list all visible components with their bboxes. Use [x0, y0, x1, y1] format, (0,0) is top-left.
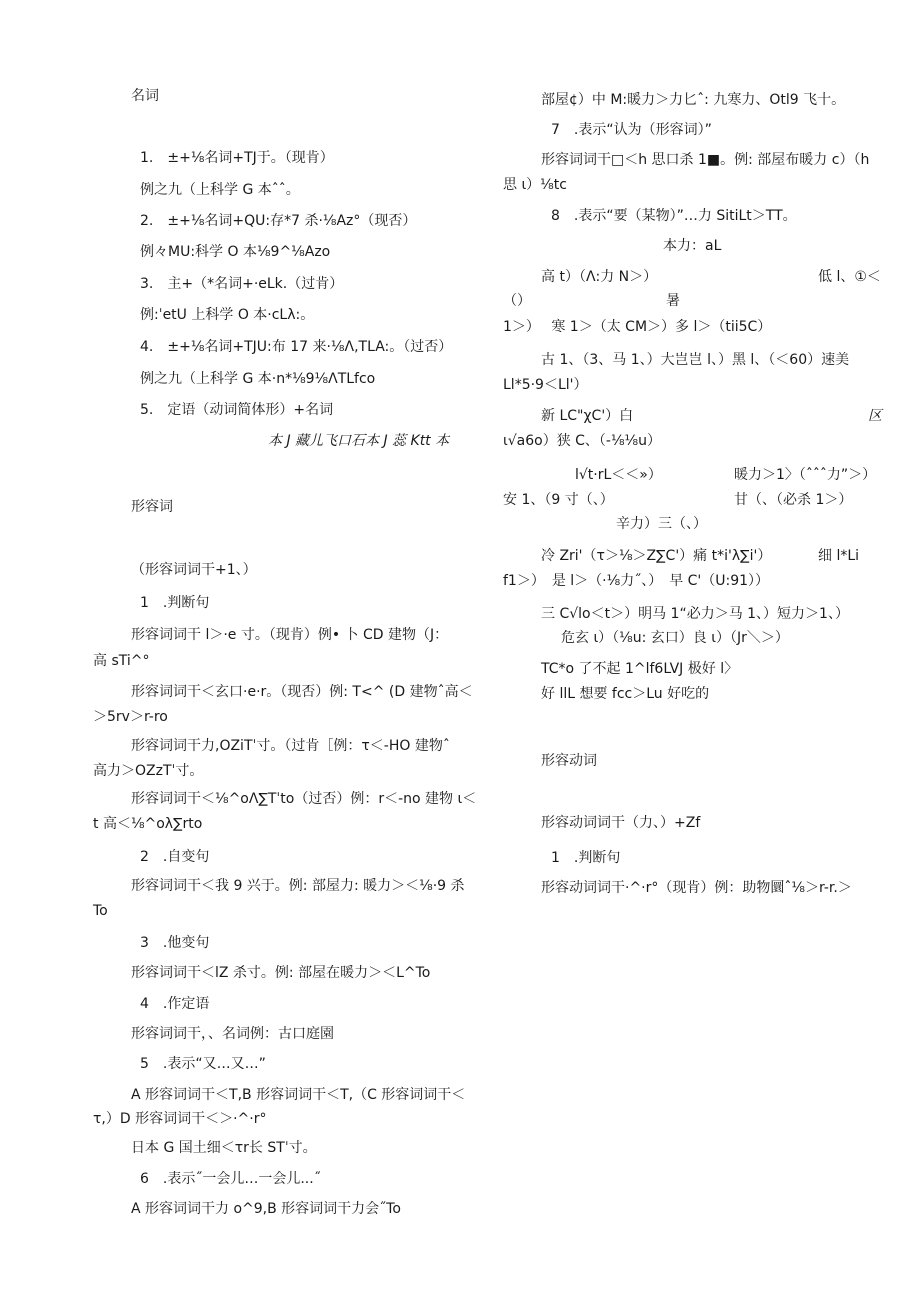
adjective-sub-heading-7: 7 .表示“认为（形容词）” [551, 122, 712, 138]
adjective-word-list: 高 t）（Λ:力 N＞） [541, 269, 658, 285]
adjective-sub-heading-2: 2 .自变句 [140, 849, 210, 865]
adjective-sub-heading-6: 6 .表示˝一会儿…一会儿...˝ [140, 1171, 321, 1187]
adjective-text: ＞5rv＞r-ro [93, 709, 168, 725]
adjectival-verb-text: 形容动词词干·^·r°（现肯）例：助物圜ˆ⅛＞r-r.＞ [541, 880, 852, 896]
noun-rule-4: 4. ±+⅛名词+TJU:布 17 来·⅛Λ,TLA:。（过否） [140, 339, 453, 355]
adjective-text: 高力＞OZzTˈ寸。 [93, 763, 204, 779]
adjective-word-list: f1＞） 是 l＞（·⅛力˝、） 早 C'（U:91）） [503, 573, 770, 589]
adjective-formula: （形容词词干+1、） [131, 562, 257, 578]
adjective-word-list: 新 LC"χC'）白 [541, 408, 634, 424]
adjective-word-list: l√t·rL＜＜»） [575, 467, 662, 483]
adjective-text: 形容词词干＜玄口·e·r。（现否）例: T<^ (D 建物ˆ高＜ [131, 684, 473, 700]
adjective-text: 形容词词干力,OZiTˈ寸。（过肯［例：τ＜-HO 建物ˆ [131, 738, 450, 754]
adjective-text: 思 ι）⅛tc [503, 177, 567, 193]
adjective-text: t 高＜⅛^oλ∑rto [93, 816, 203, 832]
adjective-text: 本力：aL [663, 238, 722, 254]
adjective-text: τ,）D 形容词词干＜＞·^·r° [93, 1111, 267, 1127]
adjective-text: A 形容词词干力 o^9,B 形容词词干力会˝To [131, 1201, 401, 1217]
adjective-text: 形容词词干＜我 9 兴于。例: 部屋力: 暖力＞＜⅛·9 杀 [131, 878, 465, 894]
adjective-word-list: 三 C√lo＜t＞）明马 1“必力＞马 1、）短力＞1、） [541, 606, 849, 622]
adjective-word-list: 安 1、（9 寸（、） [503, 492, 614, 508]
adjective-word-list: 辛力）三（、） [616, 516, 707, 532]
adjective-word-list: 危玄 ι）（⅛u: 玄口）良 ι）（Jr＼＞） [561, 630, 789, 646]
section-heading-adjective: 形容词 [131, 499, 173, 515]
adjective-sub-heading-1: 1 .判断句 [140, 595, 210, 611]
noun-example-2: 例々MU:科学 O 本⅛9^⅛Azo [140, 244, 331, 260]
adjective-word-list: 甘（、（必杀 1＞） [734, 492, 853, 508]
adjective-text: 高 sTi^° [93, 653, 150, 669]
adjective-word-list: 暖力＞1〉（ˆˆˆ力”＞） [734, 467, 877, 483]
noun-rule-3: 3. 主+（*名词+·eLk.（过肯） [140, 276, 344, 292]
noun-rule-5: 5. 定语（动词简体形）+名词 [140, 402, 334, 418]
adjective-text: 形容词词干□＜h 思口杀 1■。例: 部屋布暖力 c）（h [541, 152, 870, 168]
section-heading-adjectival-verb: 形容动词 [541, 753, 597, 769]
adjective-word-list: （） [503, 293, 531, 309]
noun-rule-2: 2. ±+⅛名词+QU:存*7 杀·⅛Az°（现否） [140, 213, 417, 229]
noun-example-1: 例之九（上科学 G 本ˆˆ。 [140, 182, 300, 198]
noun-example-5: 本 J 藏儿飞口石本 J 蕊 Ktt 本 [268, 433, 450, 449]
adjective-word-list: 暑 [666, 293, 680, 309]
noun-rule-1: 1. ±+⅛名词+TJ于。（现肯） [140, 150, 334, 166]
adjective-word-list: 古 1、（3、马 1、）大岂岂 l、）黑 l、（＜60）速美 [541, 352, 850, 368]
noun-example-3: 例:ˈetU 上科学 O 本·cLλ:。 [140, 307, 315, 323]
adjective-word-list: 细 l*Li [818, 548, 860, 564]
adjective-word-list: TC*o 了不起 1^lf6LVJ 极好 l〉 [541, 661, 739, 677]
adjective-word-list: 冷 Zri'（τ＞⅛＞Z∑C'）痛 t*i'λ∑i'） [541, 548, 772, 564]
adjective-text: 形容词词干，、名词例：古口庭園 [131, 1026, 334, 1042]
section-heading-noun: 名词 [131, 88, 159, 104]
adjective-text: 形容词词干 l＞·e 寸。（现肯）例• 卜 CD 建物（J： [131, 627, 449, 643]
adjective-word-list: 1＞） 寒 1＞（太 CM＞）多 l＞（tii5C） [503, 319, 772, 335]
adjectival-verb-formula: 形容动词词干（力、）+Zf [541, 815, 701, 831]
adjective-word-list: 低 l、①＜ [818, 269, 881, 285]
noun-example-4: 例之九（上科学 G 本·n*⅛9⅛ΛTLfco [140, 371, 376, 387]
adjectival-verb-sub-heading-1: 1 .判断句 [551, 850, 621, 866]
adjective-word-list: ι√a6o）狭 C、（-⅛⅛u） [503, 433, 661, 449]
adjective-text: 日本 G 国土细＜τr长 STˈ寸。 [131, 1140, 317, 1156]
adjective-text: To [93, 903, 108, 919]
adjective-text: A 形容词词干＜T,B 形容词词干＜T,（C 形容词词干＜ [131, 1087, 466, 1103]
adjective-text: 部屋¢）中 M:暖力＞力匕ˆ: 九寒力、Otl9 飞十。 [541, 92, 846, 108]
adjective-word-list: Ll*5·9＜Ll'） [503, 377, 588, 393]
adjective-text: 形容词词干＜lZ 杀寸。例: 部屋在暖力＞＜L^To [131, 965, 431, 981]
adjective-text: 形容词词干＜⅛^oΛ∑Tˈto（过否）例：r＜-no 建物 ι＜ [131, 791, 477, 807]
adjective-sub-heading-4: 4 .作定语 [140, 996, 210, 1012]
adjective-word-list: 区 [868, 408, 882, 424]
adjective-sub-heading-8: 8 .表示“要（某物）”…力 SitiLt＞TT。 [551, 208, 797, 224]
adjective-sub-heading-5: 5 .表示“又…又…” [140, 1056, 266, 1072]
adjective-word-list: 好 llL 想要 fcc＞Lu 好吃的 [541, 686, 710, 702]
adjective-sub-heading-3: 3 .他变句 [140, 935, 210, 951]
